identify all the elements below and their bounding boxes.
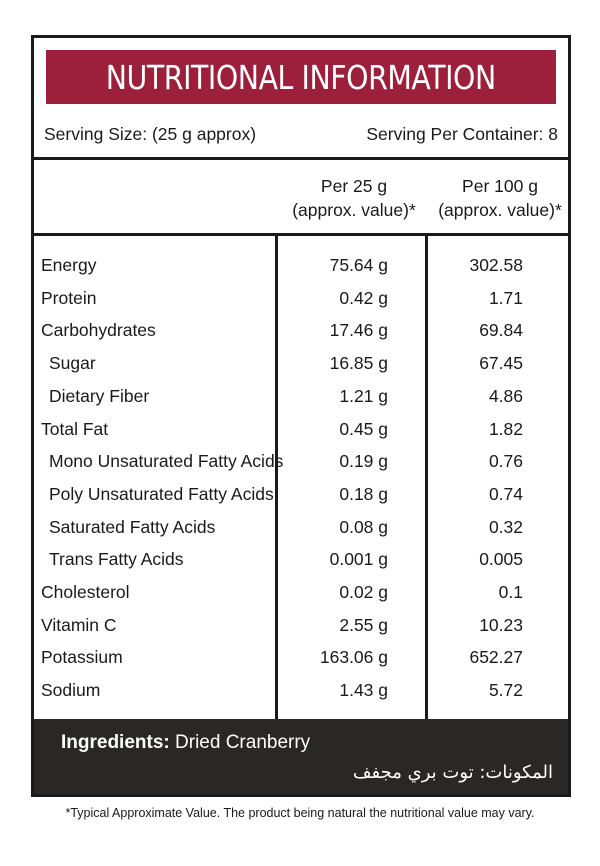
column-header-per-25g-line1: Per 25 g <box>320 176 388 196</box>
value-per-100g: 302.58 <box>469 255 523 275</box>
nutrient-name: Trans Fatty Acids <box>49 549 184 570</box>
table-row <box>34 255 568 288</box>
nutrient-name: Energy <box>41 255 97 275</box>
serving-per-container: Serving Per Container: 8 <box>366 123 558 144</box>
value-per-100g: 0.74 <box>488 483 523 504</box>
nutrient-name: Carbohydrates <box>41 320 156 341</box>
value-per-100g: 1.82 <box>488 418 523 439</box>
value-per-100g: 0.32 <box>488 516 523 537</box>
nutrient-name: Sodium <box>41 680 101 701</box>
value-per-25g: 2.55 g <box>339 614 388 635</box>
table-row <box>34 615 568 648</box>
divider-header <box>34 233 568 236</box>
value-per-25g: 0.19 g <box>339 451 388 472</box>
table-row <box>34 353 568 386</box>
nutrient-name: Protein <box>41 287 97 308</box>
value-per-25g: 0.45 g <box>339 418 388 439</box>
column-header-per-100g <box>430 174 570 222</box>
nutrient-name: Sugar <box>49 353 96 374</box>
ingredients-section <box>34 719 568 794</box>
table-row <box>34 484 568 517</box>
table-row <box>34 320 568 353</box>
value-per-100g: 0.005 <box>479 549 523 570</box>
title-bar <box>46 50 556 104</box>
serving-info <box>44 121 558 147</box>
value-per-25g: 0.18 g <box>339 483 388 504</box>
value-per-25g: 0.02 g <box>339 582 388 602</box>
nutrient-name: Poly Unsaturated Fatty Acids <box>49 483 274 504</box>
nutrient-name: Mono Unsaturated Fatty Acids <box>49 451 284 472</box>
nutrient-name: Total Fat <box>41 418 109 439</box>
value-per-100g: 67.45 <box>479 353 523 374</box>
column-header-per-100g-line1: Per 100 g <box>462 176 538 196</box>
table-row <box>34 582 568 615</box>
nutrient-name: Cholesterol <box>41 582 130 602</box>
table-row <box>34 386 568 419</box>
table-row <box>34 549 568 582</box>
column-header-per-25g-line2: (approx. value)* <box>292 200 416 220</box>
value-per-100g: 1.71 <box>488 287 523 308</box>
table-row <box>34 451 568 484</box>
value-per-25g: 0.42 g <box>339 287 388 308</box>
table-row <box>34 419 568 452</box>
value-per-25g: 1.21 g <box>339 385 388 406</box>
value-per-100g: 0.76 <box>488 451 523 472</box>
value-per-100g: 10.23 <box>479 614 523 635</box>
nutrition-panel <box>31 35 571 797</box>
divider-top <box>34 157 568 160</box>
value-per-25g: 0.08 g <box>339 516 388 537</box>
value-per-100g: 4.86 <box>488 385 523 406</box>
serving-size: Serving Size: (25 g approx) <box>44 123 257 144</box>
column-header-per-25g <box>279 174 429 222</box>
value-per-25g: 0.001 g <box>329 549 388 570</box>
footnote: *Typical Approximate Value. The product being natural the nutritional value may vary. <box>65 806 535 820</box>
ingredients-arabic: المكونات: توت بري مجفف <box>352 762 553 783</box>
table-row <box>34 647 568 680</box>
column-header-per-100g-line2: (approx. value)* <box>438 200 562 220</box>
value-per-25g: 16.85 g <box>329 353 388 374</box>
value-per-25g: 163.06 g <box>319 647 388 668</box>
nutrient-name: Vitamin C <box>41 614 117 635</box>
value-per-100g: 0.1 <box>498 582 523 602</box>
value-per-25g: 17.46 g <box>329 320 388 341</box>
value-per-100g: 652.27 <box>469 647 523 668</box>
value-per-25g: 75.64 g <box>329 255 388 275</box>
ingredients-line <box>61 732 310 754</box>
nutrient-name: Dietary Fiber <box>49 385 150 406</box>
table-row <box>34 517 568 550</box>
nutrient-name: Saturated Fatty Acids <box>49 516 216 537</box>
value-per-100g: 69.84 <box>479 320 523 341</box>
value-per-100g: 5.72 <box>488 680 523 701</box>
ingredients-label: Ingredients: <box>61 732 170 753</box>
value-per-25g: 1.43 g <box>339 680 388 701</box>
nutrient-name: Potassium <box>41 647 123 668</box>
ingredients-value: Dried Cranberry <box>175 732 311 753</box>
page-title: NUTRITIONAL INFORMATION <box>105 57 497 97</box>
table-row <box>34 680 568 713</box>
table-row <box>34 288 568 321</box>
